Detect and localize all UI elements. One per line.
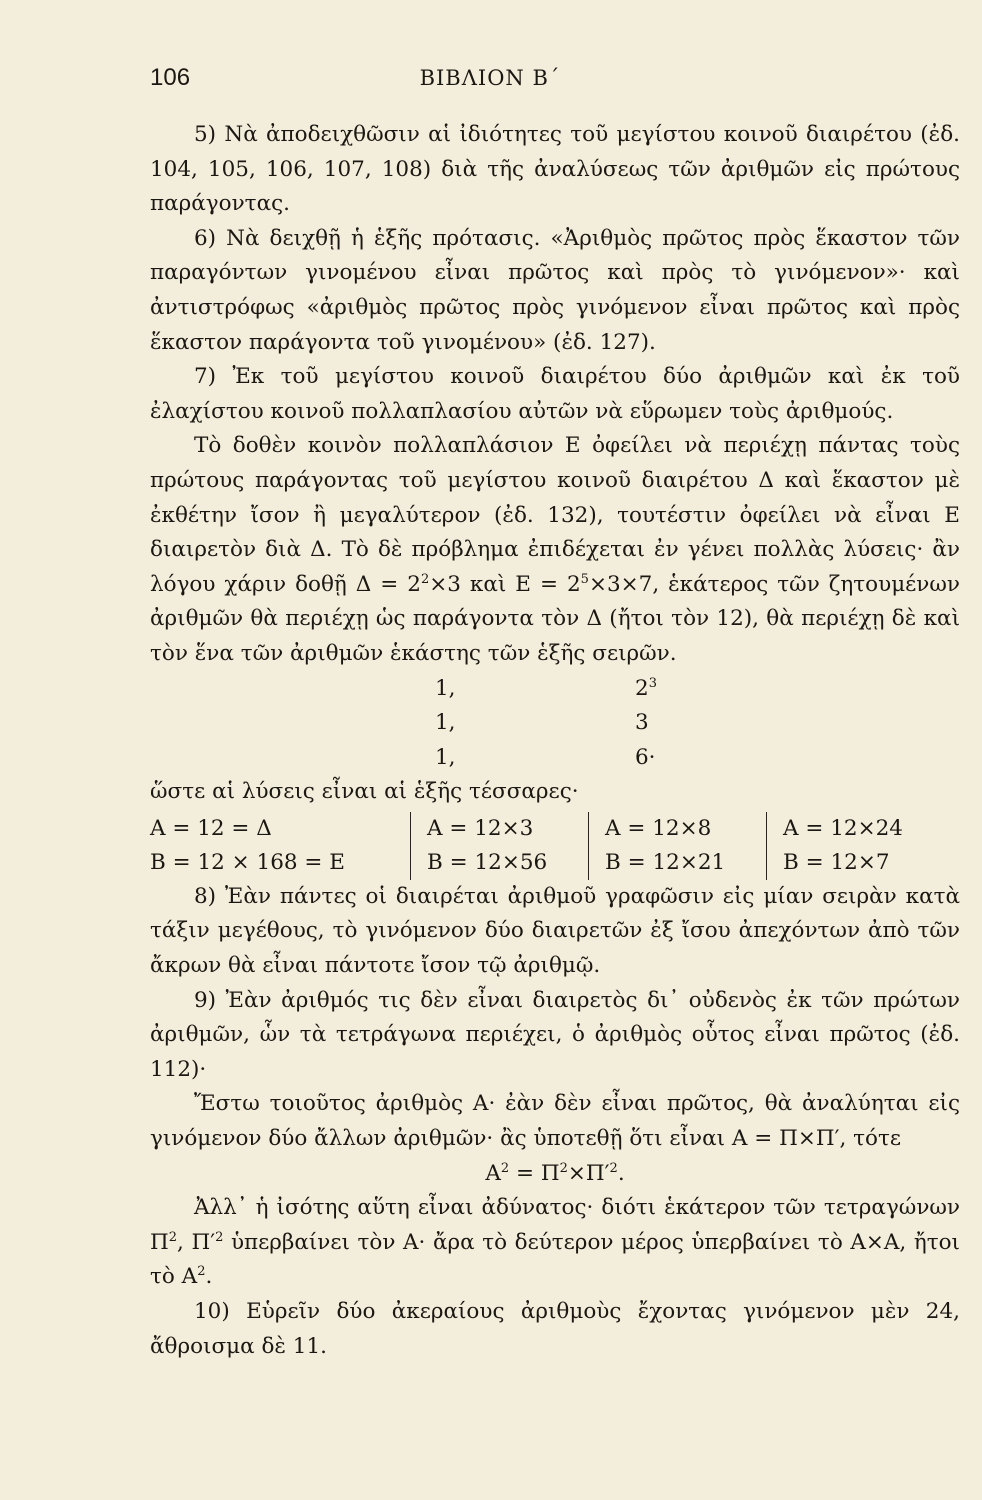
solutions-intro: ὥστε αἱ λύσεις εἶναι αἱ ἑξῆς τέσσαρες·	[150, 779, 579, 805]
running-title: ΒΙΒΛΙΟΝ Β΄	[419, 66, 561, 90]
exercise-10: 10) Εὑρεῖν δύο ἀκεραίους ἀριθμοὺς ἔχοντας γινόμενον μὲν 24, ἄθροισμα δὲ 11.	[150, 1299, 960, 1359]
table-row: 1, $2^3$	[435, 675, 657, 701]
exercise-8: 8) Ἐὰν πάντες οἱ διαιρέται ἀριθμοῦ γραφῶσιν εἰς μίαν σειρὰν κατὰ τάξιν μεγέθους, τὸ γινόμενον δύο διαιρετῶν ἐξ ἴσου ἀπεχόντων ἀπὸ τῶν ἄκρων θὰ εἶναι πάντοτε ἴσον τῷ ἀριθμῷ.	[150, 883, 960, 979]
page-body	[150, 118, 960, 1364]
equation: $A^2 = \Pi^2\times\Pi'^2$.	[485, 1160, 625, 1186]
exercise-7-solution: Τὸ δοθὲν κοινὸν πολλαπλάσιον Ε ὀφείλει νὰ περιέχῃ πάντας τοὺς πρώτους παράγοντας τοῦ μεγίστου κοινοῦ διαιρέτου Δ καὶ ἕκαστον μὲ ἐκθέτην ἴσον ἢ μεγαλύτερον (ἐδ. 132), τουτέστιν ὀφείλει νὰ εἶναι Ε διαιρετὸν διὰ Δ. Τὸ δὲ πρόβλημα ἐπιδέχεται ἐν γένει πολλὰς λύσεις· ἂν λόγου χάριν δοθῇ $\Delta = 2^2\times 3$ καὶ $E = 2^5\times 3\times 7$, ἑκάτερος τῶν ζητουμένων ἀριθμῶν θὰ περιέχῃ ὡς παράγοντα τὸν Δ (ἤτοι τὸν 12), θὰ περιέχῃ δὲ καὶ τὸν ἕνα τῶν ἀριθμῶν ἑκάστης τῶν ἑξῆς σειρῶν.	[150, 433, 960, 666]
exercise-7: 7) Ἐκ τοῦ μεγίστου κοινοῦ διαιρέτου δύο ἀριθμῶν καὶ ἐκ τοῦ ἐλαχίστου κοινοῦ πολλαπλασίου αὐτῶν νὰ εὕρωμεν τοὺς ἀριθμούς.	[150, 364, 960, 424]
solution-2: Α = 12×3 Β = 12×56	[410, 812, 588, 880]
exercise-6: 6) Νὰ δειχθῇ ἡ ἑξῆς πρότασις. «Ἀριθμὸς πρῶτος πρὸς ἕκαστον τῶν παραγόντων γινομένου εἶναι πρῶτος καὶ πρὸς τὸ γινόμενον»· καὶ ἀντιστρόφως «ἀριθμὸς πρῶτος πρὸς γινόμενον εἶναι πρῶτος καὶ πρὸς ἕκαστον παράγοντα τοῦ γινομένου» (ἐδ. 127).	[150, 225, 960, 355]
table-row: 1, 6·	[435, 744, 656, 770]
page-header	[150, 64, 830, 98]
factor-series-table	[435, 672, 715, 776]
solutions-grid	[150, 812, 960, 880]
exercise-5: 5) Νὰ ἀποδειχθῶσιν αἱ ἰδιότητες τοῦ μεγίστου κοινοῦ διαιρέτου (ἐδ. 104, 105, 106, 107, 108) διὰ τῆς ἀναλύσεως τῶν ἀριθμῶν εἰς πρώτους παράγοντας.	[150, 122, 960, 217]
solution-4: Α = 12×24 Β = 12×7	[766, 812, 960, 880]
exercise-9-conclusion: Ἀλλ᾽ ἡ ἰσότης αὕτη εἶναι ἀδύνατος· διότι ἑκάτερον τῶν τετραγώνων $\Pi^2$, $\Pi'^2$ ὑπερβαίνει τὸν Α· ἄρα τὸ δεύτερον μέρος ὑπερβαίνει τὸ Α×Α, ἤτοι τὸ $A^2$.	[150, 1195, 960, 1290]
solution-1: Α = 12 = Δ Β = 12 × 168 = Ε	[150, 815, 345, 875]
table-row: 1, 3	[435, 710, 649, 736]
solution-3: Α = 12×8 Β = 12×21	[588, 812, 766, 880]
exercise-9: 9) Ἐὰν ἀριθμός τις δὲν εἶναι διαιρετὸς δι᾽ οὐδενὸς ἐκ τῶν πρώτων ἀριθμῶν, ὧν τὰ τετράγωνα περιέχει, ὁ ἀριθμὸς οὗτος εἶναι πρῶτος (ἐδ. 112)·	[150, 987, 960, 1082]
exercise-9-proof: Ἔστω τοιοῦτος ἀριθμὸς Α· ἐὰν δὲν εἶναι πρῶτος, θὰ ἀναλύηται εἰς γινόμενον δύο ἄλλων ἀριθμῶν· ἂς ὑποτεθῇ ὅτι εἶναι Α = Π×Π′, τότε	[150, 1091, 960, 1152]
page-number: 106	[150, 64, 191, 91]
